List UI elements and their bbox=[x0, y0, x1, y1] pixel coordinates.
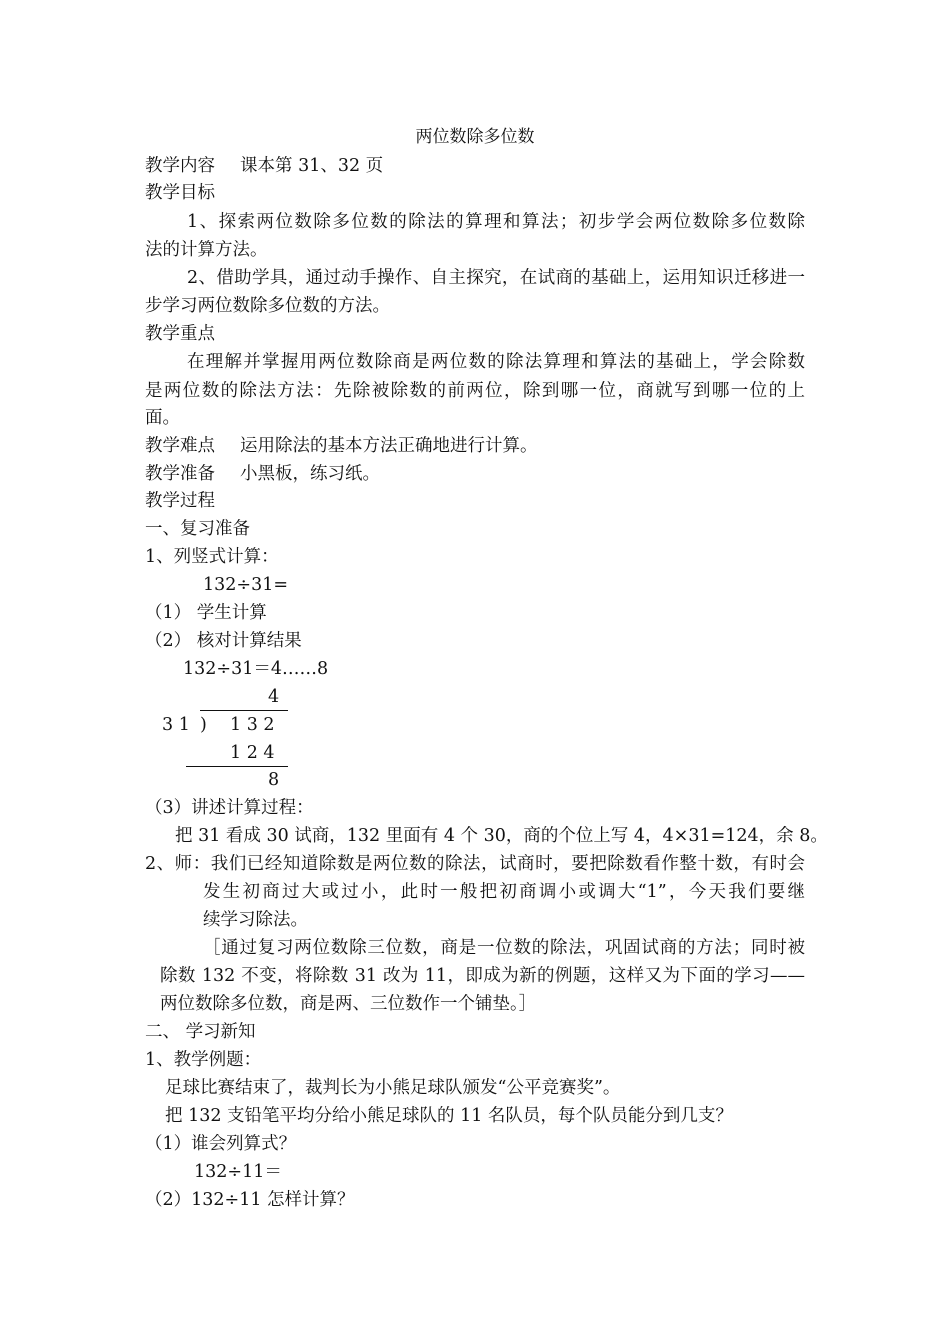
item-2-line-2: 发生初商过大或过小，此时一般把初商调小或调大“1”，今天我们要继 bbox=[203, 882, 805, 902]
division-result: 132÷31＝4……8 bbox=[183, 659, 329, 679]
goal-2-line-1: 2、借助学具，通过动手操作、自主探究，在试商的基础上，运用知识迁移进一 bbox=[187, 268, 805, 288]
page-title: 两位数除多位数 bbox=[415, 127, 535, 147]
goals-label: 教学目标 bbox=[145, 183, 215, 203]
difficulty-value: 运用除法的基本方法正确地进行计算。 bbox=[240, 436, 538, 456]
prep-value: 小黑板，练习纸。 bbox=[240, 464, 380, 484]
step-3-explanation: 把 31 看成 30 试商，132 里面有 4 个 30，商的个位上写 4，4×31=124，余 8。 bbox=[175, 826, 828, 846]
goal-1-line-2: 法的计算方法。 bbox=[145, 240, 268, 260]
item-1: 1、列竖式计算： bbox=[145, 547, 279, 567]
section-1-heading: 一、复习准备 bbox=[145, 519, 250, 539]
story-line-2: 把 132 支铅笔平均分给小熊足球队的 11 名队员，每个队员能分到几支？ bbox=[165, 1106, 733, 1126]
example-label: 1、教学例题： bbox=[145, 1050, 262, 1070]
expression-1: 132÷31= bbox=[203, 575, 288, 595]
story-line-1: 足球比赛结束了，裁判长为小熊足球队颁发“公平竞赛奖”。 bbox=[165, 1078, 621, 1098]
note-line-1: ［通过复习两位数除三位数，商是一位数的除法，巩固试商的方法；同时被 bbox=[203, 938, 805, 958]
expression-2: 132÷11＝ bbox=[194, 1162, 282, 1182]
content-value: 课本第 31、32 页 bbox=[240, 156, 384, 176]
long-division-quotient: 4 bbox=[268, 687, 280, 707]
long-division-divisor: 3 1 bbox=[162, 715, 190, 735]
process-label: 教学过程 bbox=[145, 491, 215, 511]
goal-1-line-1: 1、探索两位数除多位数的除法的算理和算法；初步学会两位数除多位数除 bbox=[187, 212, 805, 232]
long-division-product: 1 2 4 bbox=[230, 743, 275, 763]
quotient-rule bbox=[200, 710, 288, 711]
item-2-line-3: 续学习除法。 bbox=[203, 910, 308, 930]
prep-label: 教学准备 bbox=[145, 464, 215, 484]
question-1: （1）谁会列算式？ bbox=[145, 1134, 297, 1154]
long-division-dividend: 1 3 2 bbox=[230, 715, 275, 735]
subtraction-rule bbox=[186, 766, 288, 767]
question-2: （2）132÷11 怎样计算？ bbox=[145, 1190, 355, 1210]
key-line-1: 在理解并掌握用两位数除商是两位数的除法算理和算法的基础上，学会除数 bbox=[187, 352, 805, 372]
step-1: （1） 学生计算 bbox=[145, 603, 267, 623]
note-line-2: 除数 132 不变，将除数 31 改为 11，即成为新的例题，这样又为下面的学习—— bbox=[160, 966, 805, 986]
step-3: （3）讲述计算过程： bbox=[145, 798, 314, 818]
difficulty-label: 教学难点 bbox=[145, 436, 215, 456]
key-label: 教学重点 bbox=[145, 324, 215, 344]
step-2: （2） 核对计算结果 bbox=[145, 631, 302, 651]
goal-2-line-2: 步学习两位数除多位数的方法。 bbox=[145, 296, 390, 316]
note-line-3: 两位数除多位数，商是两、三位数作一个铺垫。］ bbox=[160, 994, 537, 1014]
content-label: 教学内容 bbox=[145, 156, 215, 176]
section-2-heading: 二、 学习新知 bbox=[145, 1022, 256, 1042]
long-division-remainder: 8 bbox=[268, 770, 280, 790]
key-line-3: 面。 bbox=[145, 408, 180, 428]
long-division-bracket: ) bbox=[200, 715, 207, 735]
key-line-2: 是两位数的除法方法：先除被除数的前两位，除到哪一位，商就写到哪一位的上 bbox=[145, 381, 805, 401]
item-2-line-1: 2、师：我们已经知道除数是两位数的除法，试商时，要把除数看作整十数，有时会 bbox=[145, 854, 805, 874]
